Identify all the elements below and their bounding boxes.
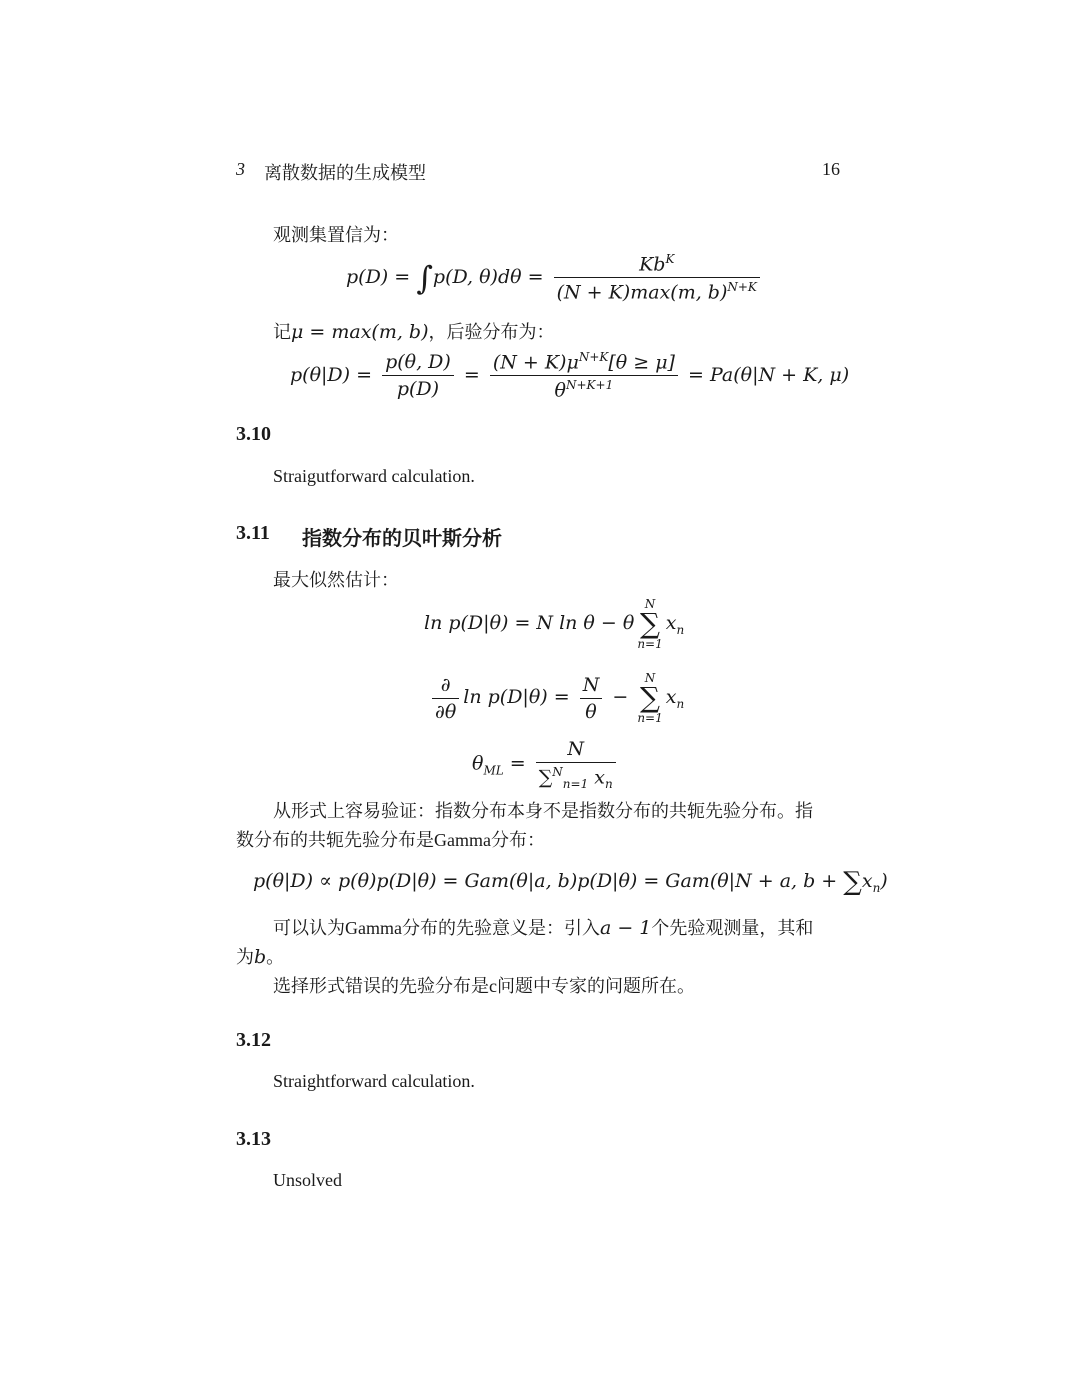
eq6-text: p(θ|D) ∝ p(θ)p(D|θ) = Gam(θ|a, b)p(D|θ) = Gam(θ|N + a, b +	[253, 870, 844, 892]
eq3-sum-lower: n=1	[637, 637, 663, 651]
eq5-den-tail: x	[594, 766, 605, 789]
prior-text-a: 可以认为Gamma分布的先验意义是：引入	[273, 918, 600, 938]
section-3-13-number: 3.13	[236, 1128, 271, 1150]
eq2-fraction-2	[490, 350, 678, 402]
paragraph-prior-line-1	[273, 914, 813, 940]
eq5-lhs-sub: ML	[483, 763, 504, 778]
eq1-lhs: p(D) =	[346, 265, 417, 288]
paragraph-conjugacy-line-2: 数分布的共轭先验分布是Gamma分布：	[236, 830, 545, 850]
eq5-den: ∑	[538, 766, 553, 789]
prior-expr: a − 1	[599, 917, 652, 939]
eq1-numerator: Kb	[639, 253, 666, 276]
section-3-12-number: 3.12	[236, 1029, 271, 1051]
eq3-sum-upper: N	[644, 597, 656, 611]
eq4-n-fraction	[580, 674, 603, 723]
mu-definition-line	[273, 318, 555, 344]
paragraph-prior-line-2	[236, 943, 284, 969]
eq4-n-num: N	[580, 674, 603, 699]
eq1-integrand: p(D, θ)dθ =	[432, 265, 550, 288]
eq4-tail: x	[665, 686, 677, 708]
sum-sign: ∑	[640, 681, 661, 714]
eq4-mid: ln p(D|θ) =	[463, 686, 576, 708]
eq5-fraction	[536, 738, 616, 791]
integral-sign: ∫	[416, 258, 433, 297]
equation-log-likelihood	[424, 598, 684, 650]
eq5-den-sup: N	[552, 765, 563, 779]
eq5-lhs: θ	[472, 752, 484, 775]
paragraph-conjugacy-line-1: 从形式上容易验证：指数分布本身不是指数分布的共轭先验分布。指	[273, 801, 813, 821]
eq5-eq-sign: =	[503, 752, 532, 775]
eq5-den-sub: n=1	[562, 777, 589, 792]
eq6-tail-sub: n	[872, 880, 881, 895]
eq6-close: )	[880, 870, 888, 892]
section-3-10-number: 3.10	[236, 423, 271, 445]
eq4-minus: −	[606, 686, 635, 708]
eq5-num: N	[536, 738, 616, 763]
prior-text-2c: 。	[266, 947, 285, 967]
mu-suffix: ，后验分布为：	[428, 322, 555, 342]
eq4-sum	[637, 672, 662, 724]
eq2-frac2-num-sup: N+K	[578, 350, 609, 364]
eq6-sum: ∑	[843, 867, 862, 897]
eq2-frac2-den: θ	[554, 379, 566, 402]
chapter-number: 3	[236, 159, 245, 179]
eq4-d-num: ∂	[432, 674, 459, 699]
section-3-11-title: 指数分布的贝叶斯分析	[302, 528, 502, 550]
eq4-sum-lower: n=1	[637, 711, 663, 725]
eq1-fraction	[554, 252, 760, 304]
eq2-eq-sign: =	[457, 363, 486, 386]
equation-derivative	[428, 672, 684, 724]
eq4-derivative-fraction	[432, 674, 459, 723]
section-3-11-number: 3.11	[236, 522, 270, 544]
eq1-denominator-sup: N+K	[727, 280, 757, 295]
eq1-numerator-sup: K	[665, 252, 675, 266]
equation-posterior	[290, 350, 849, 402]
page-number: 16	[822, 159, 840, 179]
eq4-tail-sub: n	[676, 696, 685, 711]
eq4-sum-upper: N	[644, 671, 656, 685]
eq6-tail: x	[861, 870, 873, 892]
eq3-tail-sub: n	[676, 622, 685, 637]
equation-marginal-likelihood	[346, 252, 764, 304]
eq3-tail: x	[665, 612, 677, 634]
eq2-lhs: p(θ|D) =	[290, 363, 379, 386]
eq4-n-den: θ	[585, 700, 597, 723]
eq2-frac1-num: p(θ, D)	[382, 351, 454, 376]
eq4-d-den: ∂θ	[435, 700, 457, 723]
eq1-denominator: (N + K)max(m, b)	[556, 281, 728, 304]
section-3-13-body: Unsolved	[273, 1170, 342, 1190]
paragraph-wrong-prior: 选择形式错误的先验分布是c问题中专家的问题所在。	[273, 976, 695, 996]
eq3-lhs: ln p(D|θ) = N ln θ − θ	[424, 612, 635, 634]
eq2-frac1-den: p(D)	[396, 378, 440, 401]
mle-label: 最大似然估计：	[273, 570, 399, 590]
prior-b: b	[254, 946, 267, 968]
sum-sign: ∑	[640, 607, 661, 640]
mu-prefix: 记	[273, 322, 291, 342]
prior-text-2a: 为	[236, 947, 254, 967]
chapter-title: 离散数据的生成模型	[264, 163, 426, 183]
eq2-frac2-den-sup: N+K+1	[566, 378, 614, 393]
eq2-frac2-num-tail: [θ ≥ μ]	[608, 351, 675, 374]
eq2-fraction-1	[382, 351, 454, 400]
intro-line: 观测集置信为：	[273, 225, 399, 245]
equation-mle	[472, 738, 620, 791]
eq5-den-tail-sub: n	[604, 777, 613, 792]
eq3-sum	[637, 598, 662, 650]
eq2-rhs: = Pa(θ|N + K, μ)	[681, 363, 850, 386]
section-3-10-body: Straigutforward calculation.	[273, 466, 475, 486]
section-3-12-body: Straightforward calculation.	[273, 1071, 475, 1091]
equation-gamma-posterior	[253, 867, 888, 897]
eq2-frac2-num: (N + K)μ	[492, 351, 579, 374]
mu-expression: μ = max(m, b)	[291, 321, 429, 343]
prior-text-c: 个先验观测量，其和	[651, 918, 814, 938]
